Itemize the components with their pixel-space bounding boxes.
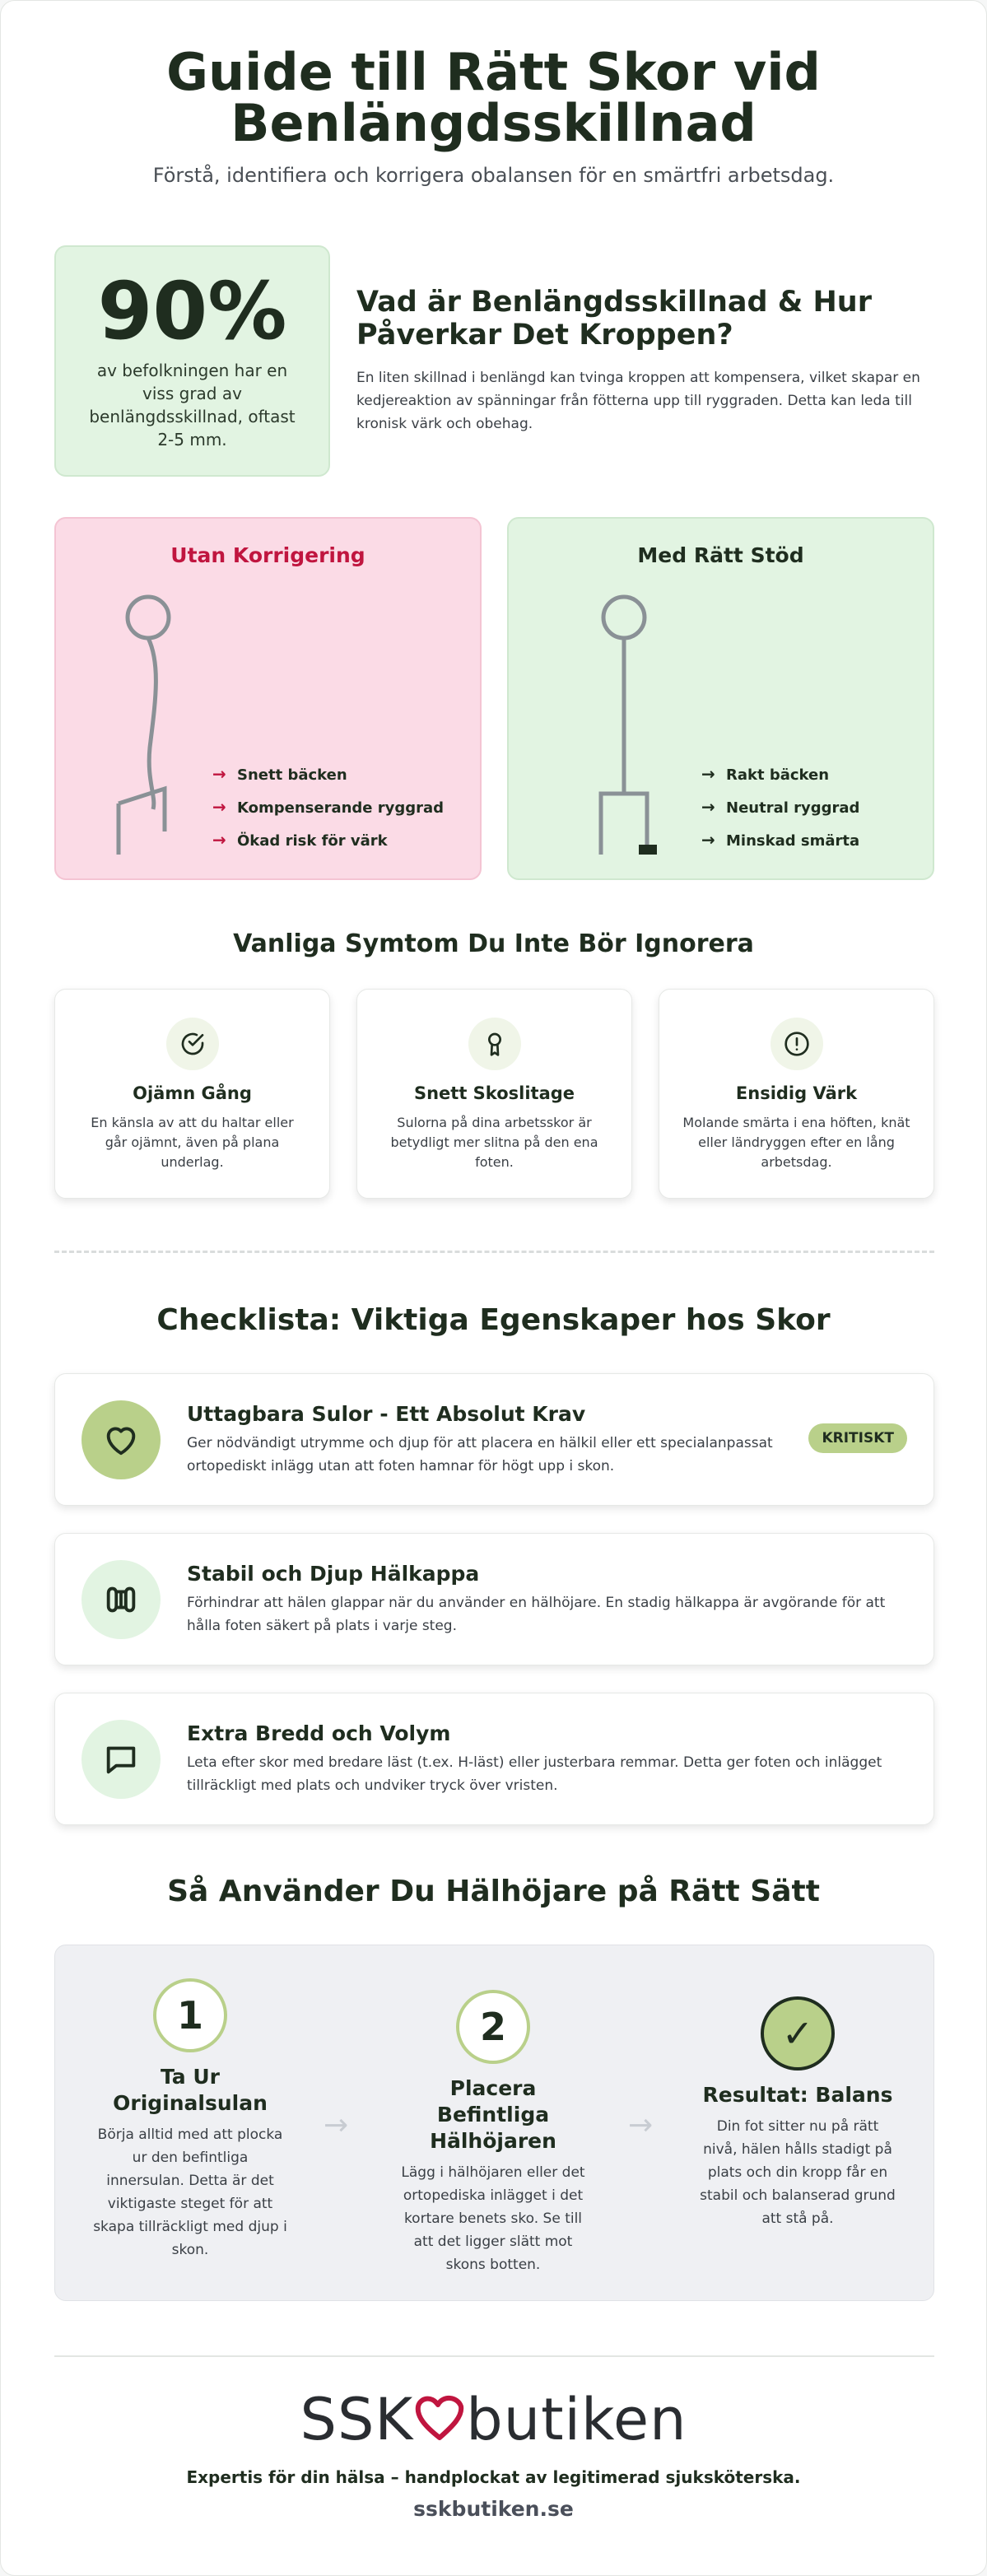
footer-divider <box>54 2355 934 2357</box>
straight-spine-figure-icon <box>558 583 682 855</box>
comparison-with-list <box>701 757 859 856</box>
arrow-right-icon: → <box>701 764 715 784</box>
list-item <box>212 790 444 823</box>
footer-url-link[interactable]: sskbutiken.se <box>413 2497 574 2521</box>
speech-bubble-icon <box>81 1720 161 1799</box>
footer-tagline: Expertis för din hälsa – handplockat av legitimerad sjuksköterska. <box>186 2467 801 2487</box>
step-arrow-icon: → <box>628 2108 654 2142</box>
step-title: Ta Ur Originalsulan <box>113 2065 268 2115</box>
title-line-2: Benlängdsskillnad <box>230 93 757 153</box>
step-2 <box>394 1990 592 2276</box>
step-title: Placera Befintliga Hälhöjaren <box>430 2076 556 2153</box>
brand-logo[interactable] <box>1 2385 986 2454</box>
checkmark-icon: ✓ <box>761 1996 835 2071</box>
checklist-item-title: Stabil och Djup Hälkappa <box>187 1562 480 1586</box>
symptom-title: Snett Skoslitage <box>413 1083 575 1103</box>
logo-text-right: butiken <box>466 2386 687 2453</box>
arrow-right-icon: → <box>701 797 715 817</box>
symptom-text: Sulorna på dina arbetsskor är betydligt mer slitna på den ena foten. <box>390 1115 598 1170</box>
steps-heading: Så Använder Du Hälhöjare på Rätt Sätt <box>167 1875 820 1908</box>
step-number: 2 <box>456 1990 530 2064</box>
checklist-item <box>54 1533 934 1665</box>
section-divider <box>54 1251 934 1253</box>
critical-badge: KRITISKT <box>808 1423 907 1453</box>
comparison-with-title: Med Rätt Stöd <box>637 543 804 567</box>
checklist-item <box>54 1693 934 1825</box>
comparison-without-list <box>212 757 444 856</box>
list-item <box>212 757 444 790</box>
list-item-text: Kompenserande ryggrad <box>237 799 445 817</box>
arrow-right-icon: → <box>701 830 715 850</box>
symptom-card <box>54 989 330 1199</box>
list-item <box>701 757 859 790</box>
list-item-text: Ökad risk för värk <box>237 832 388 850</box>
alert-circle-icon <box>771 1018 823 1070</box>
arrow-right-icon: → <box>212 764 226 784</box>
step-1 <box>91 1978 289 2262</box>
stat-text: av befolkningen har en viss grad av benlängdsskillnad, oftast 2-5 mm. <box>89 361 296 450</box>
check-circle-icon <box>166 1018 219 1070</box>
list-item <box>701 790 859 823</box>
symptom-text: En känsla av att du haltar eller går ojämnt, även på plana underlag. <box>91 1115 294 1170</box>
step-3 <box>699 1996 896 2230</box>
stat-card <box>54 245 330 477</box>
comparison-without-title: Utan Korrigering <box>170 543 365 567</box>
symptom-text: Molande smärta i ena höften, knät eller ländryggen efter en lång arbetsdag. <box>682 1115 910 1170</box>
intro-body: En liten skillnad i benlängd kan tvinga kroppen att kompensera, vilket skapar en kedjereaktion av spänningar från fötterna upp till ryggraden. Detta kan leda till kronisk värk och obehag. <box>356 370 920 432</box>
step-text: Din fot sitter nu på rätt nivå, hälen hålls stadigt på plats och din kropp får en stabil och balanserad grund att stå på. <box>700 2118 896 2227</box>
checklist-heading: Checklista: Viktiga Egenskaper hos Skor <box>156 1303 831 1337</box>
shoe-print-icon <box>468 1018 521 1070</box>
checklist-item <box>54 1373 934 1506</box>
checklist-item-title: Extra Bredd och Volym <box>187 1721 451 1745</box>
comparison-with-card <box>507 517 934 880</box>
checklist-item-title: Uttagbara Sulor - Ett Absolut Krav <box>187 1402 586 1426</box>
stat-value: 90% <box>97 265 287 357</box>
comparison-without-card <box>54 517 482 880</box>
list-item-text: Snett bäcken <box>237 766 347 784</box>
symptoms-heading: Vanliga Symtom Du Inte Bör Ignorera <box>233 929 754 958</box>
symptom-title: Ensidig Värk <box>735 1083 858 1103</box>
step-number: 1 <box>153 1978 227 2052</box>
step-text: Lägg i hälhöjaren eller det ortopediska inlägget i det kortare benets sko. Se till att det ligger slätt mot skons botten. <box>401 2164 585 2273</box>
step-text: Börja alltid med att plocka ur den befintliga innersulan. Detta är det viktigaste steget för att skapa tillräckligt med djup i skon. <box>93 2126 287 2258</box>
title-line-1: Guide till Rätt Skor vid <box>166 42 821 102</box>
heel-support-icon <box>81 1560 161 1639</box>
page-subtitle: Förstå, identifiera och korrigera obalansen för en smärtfri arbetsdag. <box>152 164 835 187</box>
list-item-text: Rakt bäcken <box>726 766 830 784</box>
symptom-title: Ojämn Gång <box>133 1083 252 1103</box>
crooked-spine-figure-icon <box>105 583 229 855</box>
list-item <box>212 823 444 856</box>
intro-heading: Vad är Benlängdsskillnad & Hur Påverkar Det Kroppen? <box>356 286 872 352</box>
heart-icon <box>81 1400 161 1479</box>
heart-logo-icon <box>413 2390 466 2439</box>
symptom-card <box>659 989 934 1199</box>
list-item <box>701 823 859 856</box>
arrow-right-icon: → <box>212 830 226 850</box>
page-title <box>1 42 986 153</box>
checklist-item-text: Förhindrar att hälen glappar när du använder en hälhöjare. En stadig hälkappa är avgörande för att hålla foten säkert på plats i varje steg. <box>187 1595 886 1634</box>
checklist-item-text: Leta efter skor med bredare läst (t.ex. H-läst) eller justerbara remmar. Detta ger foten och inlägget tillräckligt med plats och undviker tryck över vristen. <box>187 1754 882 1794</box>
logo-text-left: SSK <box>300 2386 414 2453</box>
list-item-text: Neutral ryggrad <box>726 799 860 817</box>
step-title: Resultat: Balans <box>702 2083 893 2107</box>
step-arrow-icon: → <box>324 2108 349 2142</box>
symptom-card <box>356 989 632 1199</box>
list-item-text: Minskad smärta <box>726 832 860 850</box>
checklist-item-text: Ger nödvändigt utrymme och djup för att placera en hälkil eller ett specialanpassat ortopediskt inlägg utan att foten hamnar för högt upp i skon. <box>187 1435 773 1474</box>
arrow-right-icon: → <box>212 797 226 817</box>
